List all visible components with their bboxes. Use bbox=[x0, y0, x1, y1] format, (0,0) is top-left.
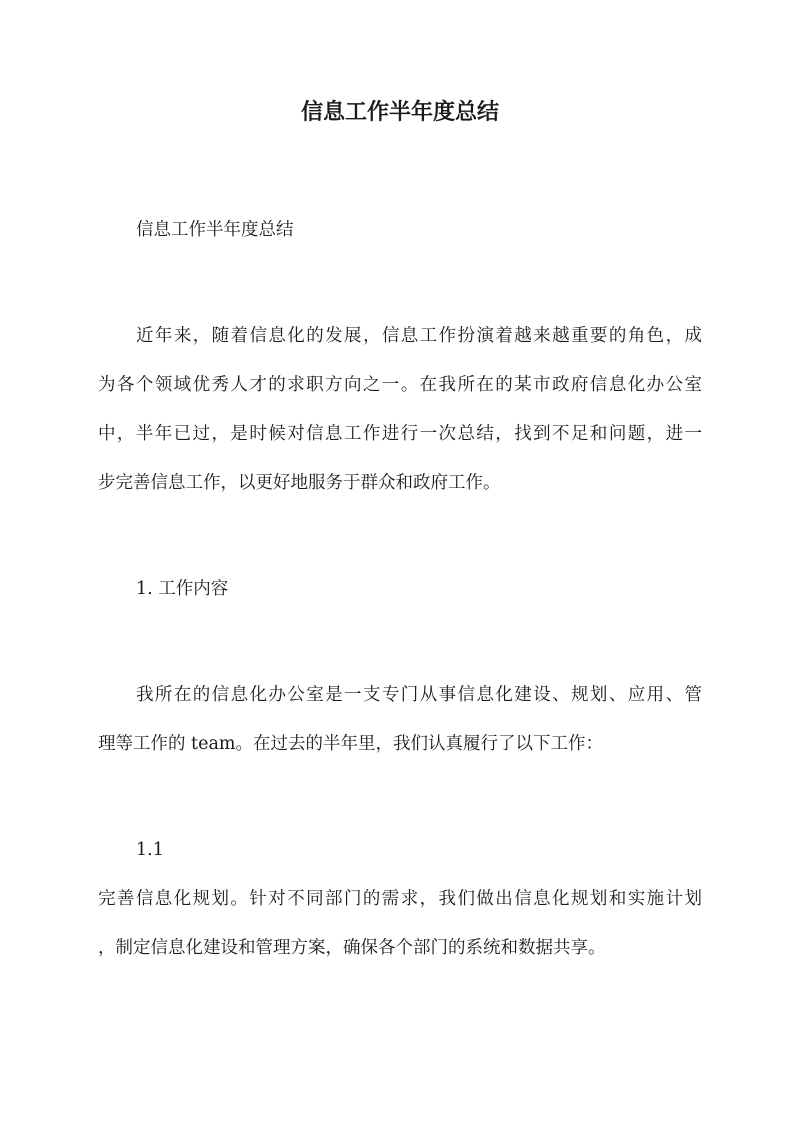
subsection-1-1-line-2: ，制定信息化建设和管理方案，确保各个部门的系统和数据共享。 bbox=[98, 938, 606, 958]
intro-line-1: 近年来，随着信息化的发展，信息工作扮演着越来越重要的角色，成 bbox=[136, 326, 702, 346]
subsection-1-1-heading: 1.1 bbox=[136, 840, 164, 860]
document-title: 信息工作半年度总结 bbox=[300, 99, 499, 125]
section-1-heading: 1. 工作内容 bbox=[136, 579, 229, 599]
subsection-1-1-line-1: 完善信息化规划。针对不同部门的需求，我们做出信息化规划和实施计划 bbox=[98, 889, 702, 909]
intro-line-4: 步完善信息工作，以更好地服务于群众和政府工作。 bbox=[98, 473, 501, 493]
intro-line-3: 中，半年已过，是时候对信息工作进行一次总结，找到不足和问题，进一 bbox=[98, 424, 702, 444]
section-1-line-2: 理等工作的 team。在过去的半年里，我们认真履行了以下工作： bbox=[98, 734, 603, 754]
document-subtitle: 信息工作半年度总结 bbox=[136, 220, 294, 240]
section-1-line-1: 我所在的信息化办公室是一支专门从事信息化建设、规划、应用、管 bbox=[136, 685, 702, 705]
intro-line-2: 为各个领域优秀人才的求职方向之一。在我所在的某市政府信息化办公室 bbox=[98, 375, 702, 395]
